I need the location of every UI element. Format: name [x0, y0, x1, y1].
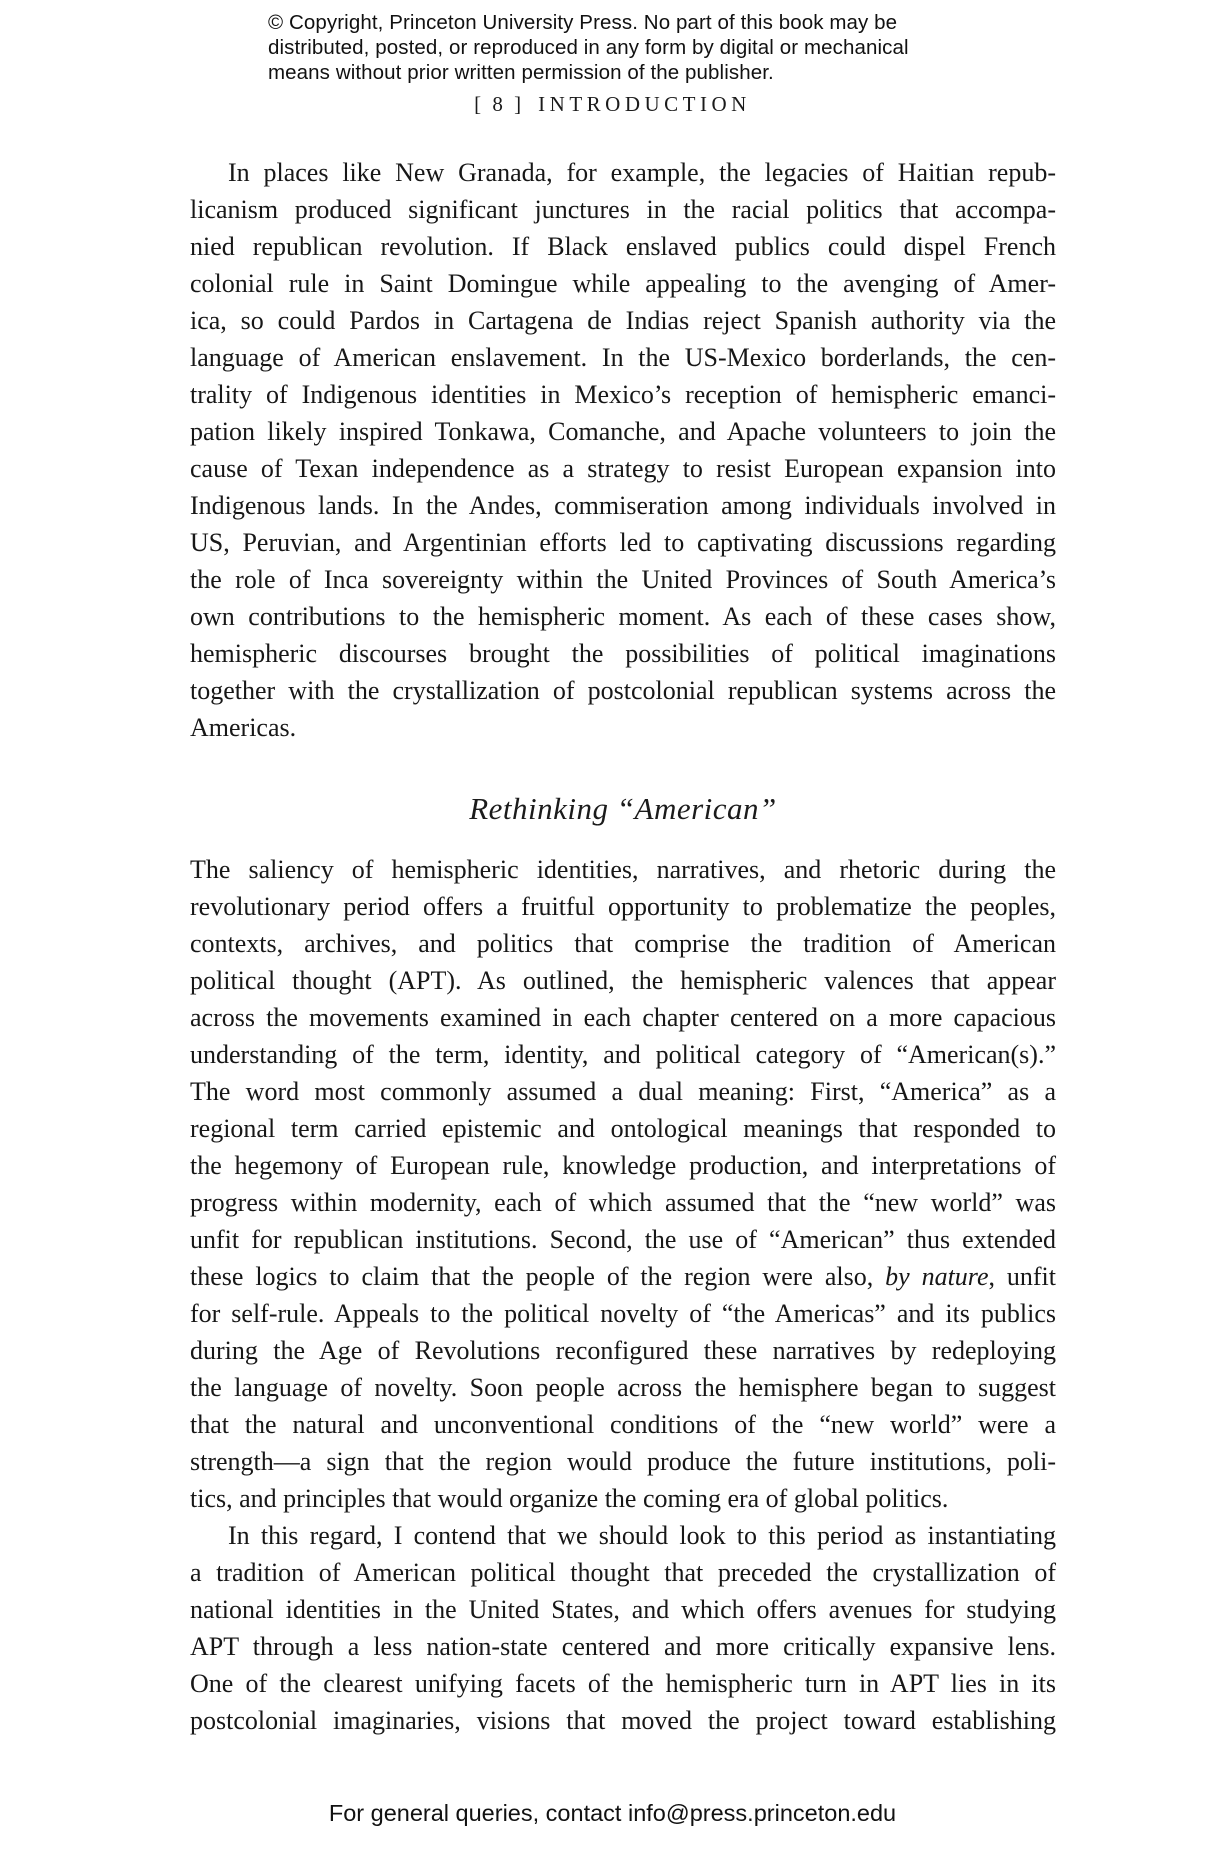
text-line: revolutionary period offers a fruitful opportunity to problematize the peoples,	[190, 892, 1056, 921]
text-line: nied republican revolution. If Black enslaved publics could dispel French	[190, 232, 1056, 261]
text-line: the hegemony of European rule, knowledge production, and interpretations of	[190, 1151, 1056, 1180]
paragraph-3	[190, 1517, 1056, 1739]
chapter-title: INTRODUCTION	[538, 92, 751, 116]
text-line: postcolonial imaginaries, visions that moved the project toward establishing	[190, 1706, 1056, 1735]
section-heading: Rethinking “American”	[469, 791, 777, 826]
paragraph-2	[190, 851, 1056, 1517]
text-line: for self-rule. Appeals to the political novelty of “the Americas” and its publics	[190, 1299, 1056, 1328]
text-line: national identities in the United States, and which offers avenues for studying	[190, 1595, 1056, 1624]
text-line: understanding of the term, identity, and political category of “American(s).”	[190, 1040, 1056, 1069]
text-line: unfit for republican institutions. Second, the use of “American” thus extended	[190, 1225, 1056, 1254]
text-line: together with the crystallization of postcolonial republican systems across the	[190, 676, 1056, 705]
text-line: contexts, archives, and politics that comprise the tradition of American	[190, 929, 1056, 958]
text-line: tics, and principles that would organize the coming era of global politics.	[190, 1484, 949, 1513]
text-line: trality of Indigenous identities in Mexico’s reception of hemispheric emanci-	[190, 380, 1056, 409]
text-line: cause of Texan independence as a strategy to resist European expansion into	[190, 454, 1056, 483]
text-line: In places like New Granada, for example, the legacies of Haitian repub-	[228, 158, 1056, 187]
page-body	[190, 154, 1056, 1739]
running-head	[0, 92, 1225, 117]
text-line: US, Peruvian, and Argentinian efforts led to captivating discussions regarding	[190, 528, 1056, 557]
text-line: regional term carried epistemic and ontological meanings that responded to	[190, 1114, 1056, 1143]
text-line: One of the clearest unifying facets of the hemispheric turn in APT lies in its	[190, 1669, 1056, 1698]
text-line: own contributions to the hemispheric moment. As each of these cases show,	[190, 602, 1056, 631]
text-line: language of American enslavement. In the US-Mexico borderlands, the cen-	[190, 343, 1056, 372]
text-line: pation likely inspired Tonkawa, Comanche, and Apache volunteers to join the	[190, 417, 1056, 446]
text-line: licanism produced significant junctures in the racial politics that accompa-	[190, 195, 1056, 224]
text-line: progress within modernity, each of which assumed that the “new world” was	[190, 1188, 1056, 1217]
page-number: [ 8 ]	[474, 92, 525, 116]
text-line: Americas.	[190, 713, 297, 742]
text-line: Indigenous lands. In the Andes, commiseration among individuals involved in	[190, 491, 1056, 520]
text-line: APT through a less nation-state centered and more critically expansive lens.	[190, 1632, 1056, 1661]
page-footer	[0, 1800, 1225, 1827]
page-header	[0, 10, 1225, 117]
text-line: strength—a sign that the region would produce the future institutions, poli-	[190, 1447, 1056, 1476]
text-line: © Copyright, Princeton University Press. No part of this book may be	[268, 11, 898, 34]
text-line: The word most commonly assumed a dual meaning: First, “America” as a	[190, 1077, 1056, 1106]
text-line: these logics to claim that the people of the region were also, by nature, unfit	[190, 1262, 1056, 1291]
text-line: the role of Inca sovereignty within the United Provinces of South America’s	[190, 565, 1056, 594]
text-line: during the Age of Revolutions reconfigured these narratives by redeploying	[190, 1336, 1056, 1365]
text-line: a tradition of American political thought that preceded the crystallization of	[190, 1558, 1056, 1587]
text-line: the language of novelty. Soon people across the hemisphere began to suggest	[190, 1373, 1056, 1402]
text-line: means without prior written permission of the publisher.	[268, 61, 774, 84]
text-line: that the natural and unconventional conditions of the “new world” were a	[190, 1410, 1056, 1439]
copyright-notice	[268, 10, 1225, 85]
text-line: political thought (APT). As outlined, the hemispheric valences that appear	[190, 966, 1056, 995]
text-line: across the movements examined in each chapter centered on a more capacious	[190, 1003, 1056, 1032]
footer-queries-text: For general queries, contact info@press.princeton.edu	[328, 1800, 897, 1826]
text-line: In this regard, I contend that we should look to this period as instantiating	[228, 1521, 1056, 1550]
text-line: colonial rule in Saint Domingue while appealing to the avenging of Amer-	[190, 269, 1056, 298]
text-line: The saliency of hemispheric identities, narratives, and rhetoric during the	[190, 855, 1056, 884]
text-line: ica, so could Pardos in Cartagena de Indias reject Spanish authority via the	[190, 306, 1056, 335]
text-line: distributed, posted, or reproduced in any form by digital or mechanical	[268, 36, 909, 59]
text-line: hemispheric discourses brought the possibilities of political imaginations	[190, 639, 1056, 668]
paragraph-1	[190, 154, 1056, 746]
